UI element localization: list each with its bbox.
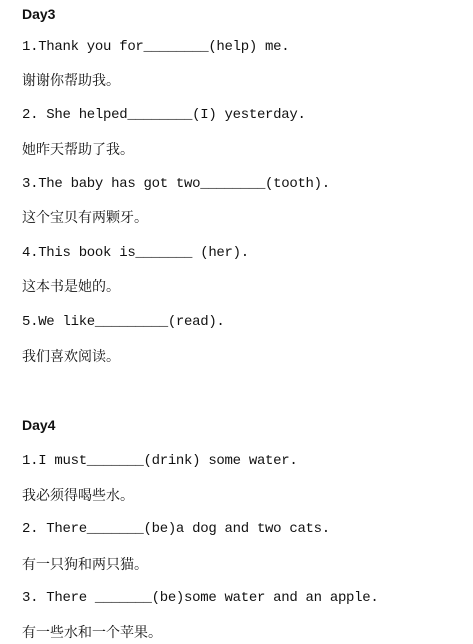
day4-q2-sentence: 2. There_______(be)a dog and two cats. — [22, 521, 330, 537]
day3-q5-sentence: 5.We like_________(read). — [22, 314, 225, 330]
day3-q2-sentence: 2. She helped________(I) yesterday. — [22, 107, 306, 123]
day3-q5-translation: 我们喜欢阅读。 — [22, 349, 120, 365]
day3-q4-translation: 这本书是她的。 — [22, 279, 120, 295]
day4-q3-translation: 有一些水和一个苹果。 — [22, 625, 162, 641]
day3-heading: Day3 — [22, 6, 56, 22]
day3-q3-sentence: 3.The baby has got two________(tooth). — [22, 176, 330, 192]
day3-q3-translation: 这个宝贝有两颗牙。 — [22, 210, 148, 226]
day3-q1-sentence: 1.Thank you for________(help) me. — [22, 39, 290, 55]
day4-q2-translation: 有一只狗和两只猫。 — [22, 557, 148, 573]
day4-q1-translation: 我必须得喝些水。 — [22, 488, 134, 504]
day3-q1-translation: 谢谢你帮助我。 — [22, 73, 120, 89]
day4-heading: Day4 — [22, 417, 56, 433]
day4-q1-sentence: 1.I must_______(drink) some water. — [22, 453, 298, 469]
day3-q2-translation: 她昨天帮助了我。 — [22, 142, 134, 158]
day4-q3-sentence: 3. There _______(be)some water and an apple. — [22, 590, 379, 606]
day3-q4-sentence: 4.This book is_______ (her). — [22, 245, 249, 261]
